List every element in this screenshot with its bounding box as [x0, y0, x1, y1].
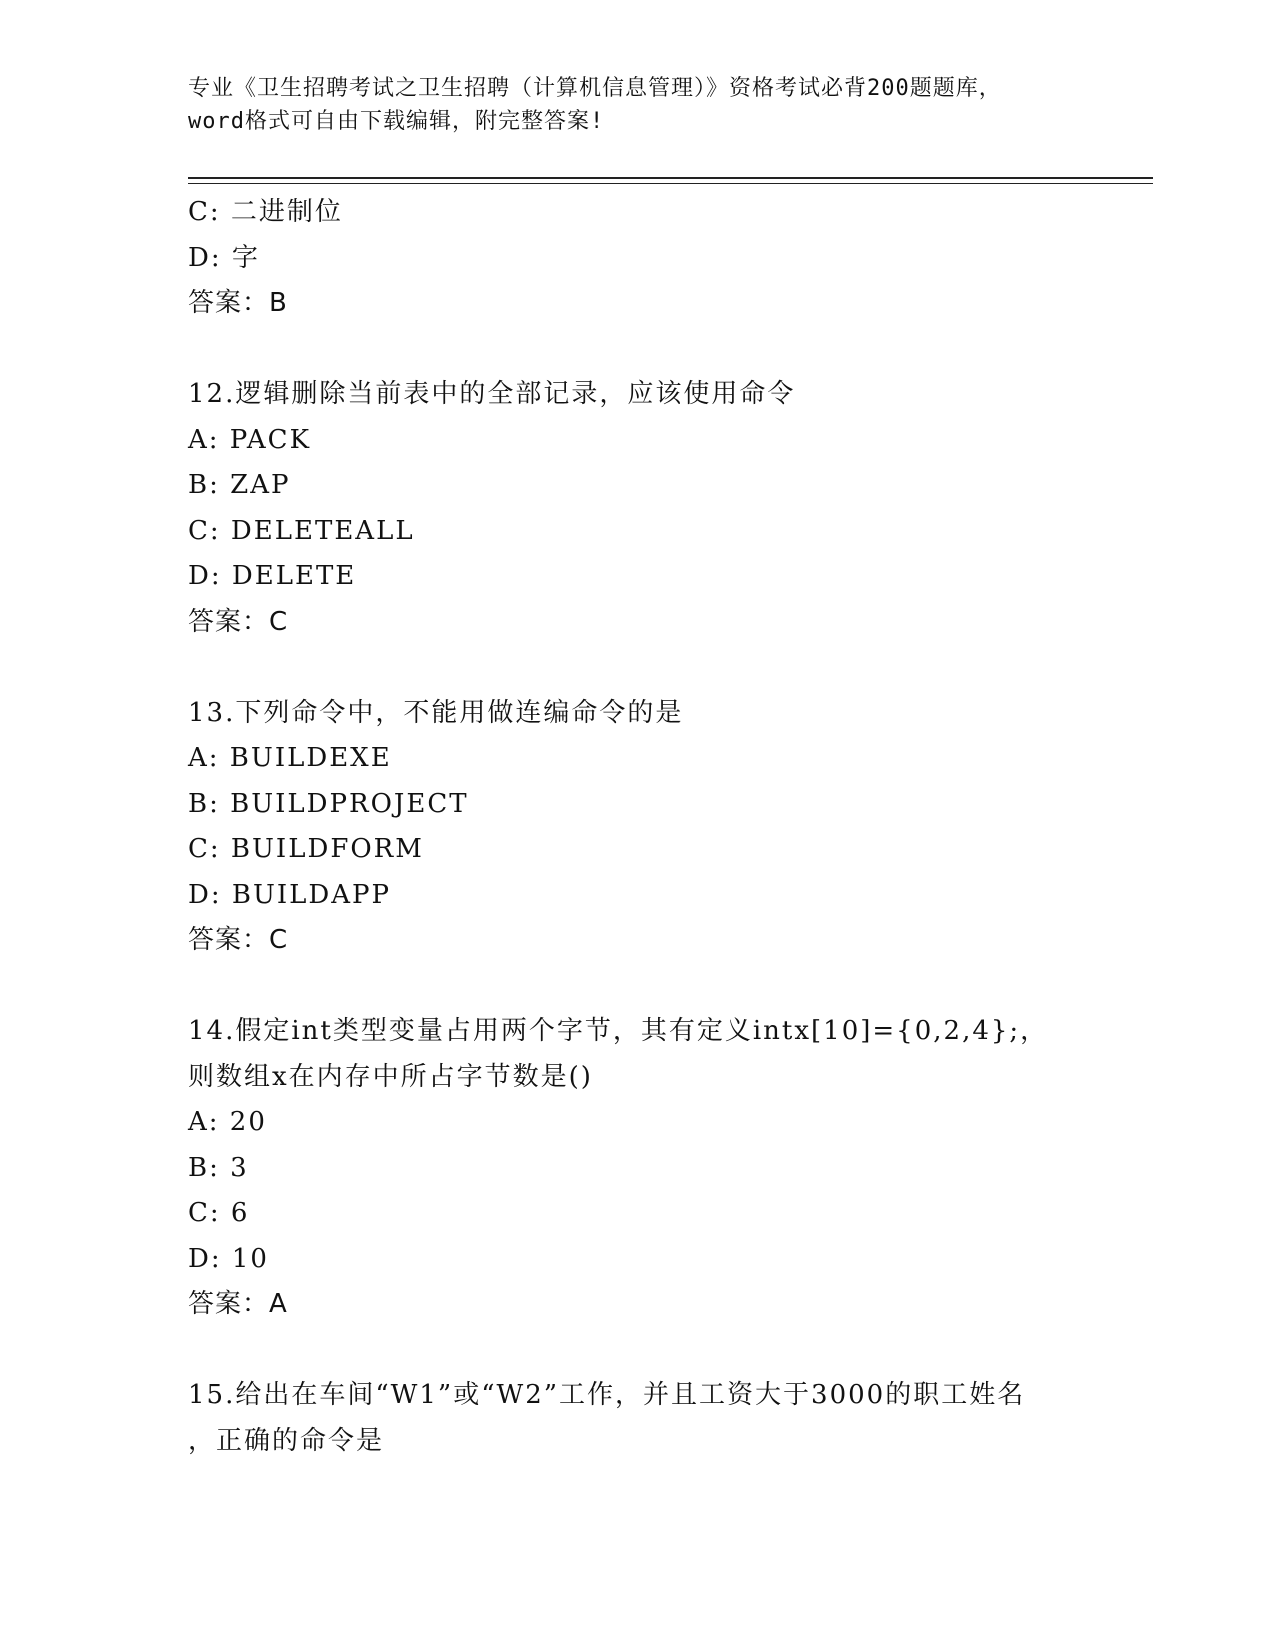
- question-11-tail: [188, 190, 1088, 327]
- option-a: A: PACK: [188, 424, 312, 455]
- page-header: [188, 72, 1088, 138]
- header-title-line-2: word格式可自由下载编辑，附完整答案!: [188, 109, 605, 134]
- spacer: [188, 964, 1088, 1010]
- answer-line: 答案：C: [188, 925, 289, 955]
- answer-line: 答案：B: [188, 288, 288, 318]
- spacer: [188, 327, 1088, 373]
- option-d: D: 字: [188, 242, 260, 273]
- option-a: A: BUILDEXE: [188, 743, 392, 773]
- header-divider-thin: [188, 183, 1153, 184]
- option-d: D: DELETE: [188, 561, 357, 591]
- question-text-line-1: 14.假定int类型变量占用两个字节，其有定义intx[10]={0,2,4};，: [188, 1016, 1049, 1046]
- question-text-line-2: ，正确的命令是: [188, 1425, 385, 1456]
- answer-line: 答案：A: [188, 1289, 288, 1319]
- question-text: 13.下列命令中，不能用做连编命令的是: [188, 697, 684, 728]
- option-c: C: 二进制位: [188, 197, 343, 227]
- option-a: A: 20: [188, 1107, 267, 1137]
- option-c: C: BUILDFORM: [188, 834, 424, 864]
- header-divider-thick: [188, 177, 1153, 179]
- document-body: [188, 190, 1088, 1464]
- option-d: D: 10: [188, 1243, 269, 1274]
- option-c: C: 6: [188, 1198, 250, 1228]
- question-text-line-1: 15.给出在车间“W1”或“W2”工作，并且工资大于3000的职工姓名: [188, 1380, 1026, 1410]
- question-14: [188, 1009, 1088, 1328]
- option-c: C: DELETEALL: [188, 515, 415, 546]
- question-15: [188, 1373, 1088, 1464]
- spacer: [188, 1328, 1088, 1374]
- question-text-line-2: 则数组x在内存中所占字节数是(): [188, 1061, 593, 1092]
- option-b: B: BUILDPROJECT: [188, 788, 469, 819]
- spacer: [188, 645, 1088, 691]
- header-title-line-1: 专业《卫生招聘考试之卫生招聘（计算机信息管理）》资格考试必背200题题库，: [188, 76, 1002, 101]
- question-13: [188, 691, 1088, 964]
- option-d: D: BUILDAPP: [188, 879, 392, 910]
- answer-line: 答案：C: [188, 606, 289, 637]
- option-b: B: ZAP: [188, 470, 291, 500]
- question-12: [188, 372, 1088, 645]
- question-text: 12.逻辑删除当前表中的全部记录，应该使用命令: [188, 379, 796, 409]
- option-b: B: 3: [188, 1152, 249, 1183]
